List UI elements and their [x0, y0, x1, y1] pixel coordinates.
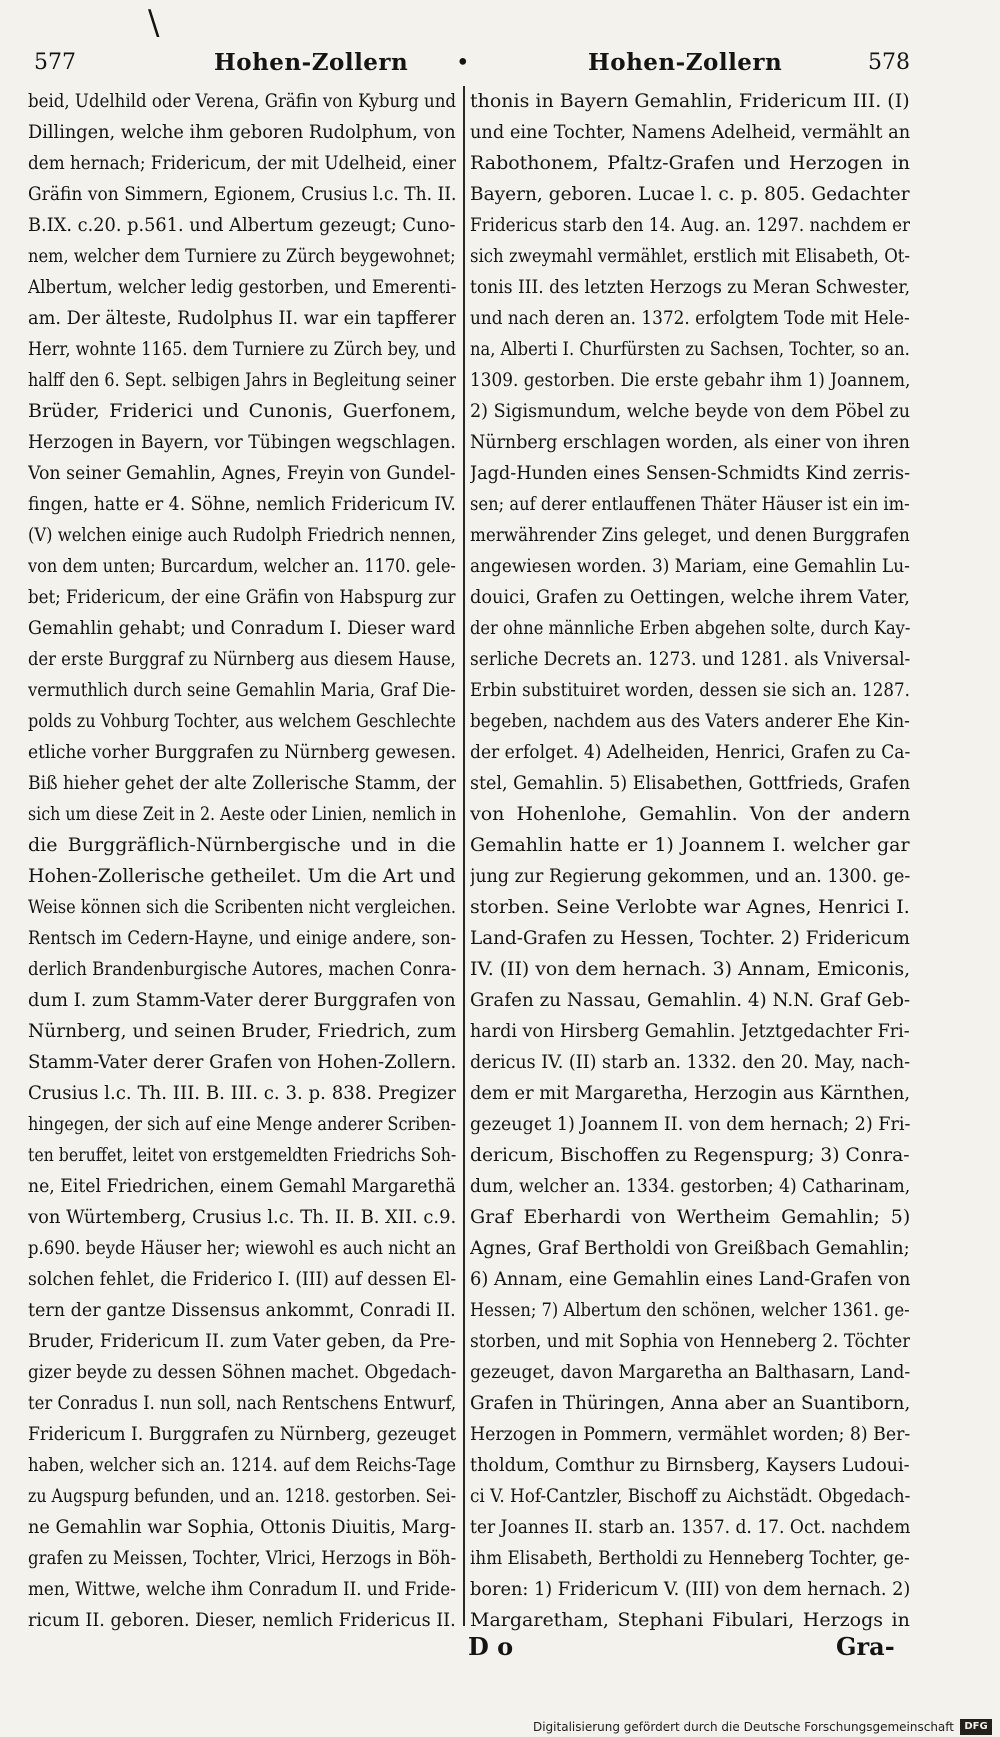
left-column-line: vermuthlich durch seine Gemahlin Maria, Graf Die-: [28, 679, 456, 701]
left-column-line: Fridericum I. Burggrafen zu Nürnberg, gezeuget: [28, 1423, 456, 1445]
left-column-line: die Burggräflich-Nürnbergische und in die: [28, 834, 456, 856]
right-column-line: der erfolget. 4) Adelheiden, Henrici, Grafen zu Ca-: [470, 741, 910, 763]
right-column-line: dum, welcher an. 1334. gestorben; 4) Catharinam,: [470, 1175, 910, 1197]
left-column-line: Weise können sich die Scribenten nicht vergleichen.: [28, 896, 456, 918]
right-column-line: Gemahlin hatte er 1) Joannem I. welcher gar: [470, 834, 910, 856]
right-column-line: Herzogen in Pommern, vermählet worden; 8) Ber-: [470, 1423, 910, 1445]
left-column-line: (V) welchen einige auch Rudolph Friedrich nennen,: [28, 524, 456, 546]
left-column-line: Stamm-Vater derer Grafen von Hohen-Zollern.: [28, 1051, 456, 1073]
right-column-line: Grafen zu Nassau, Gemahlin. 4) N.N. Graf Geb-: [470, 989, 910, 1011]
left-column-line: Hohen-Zollerische getheilet. Um die Art und: [28, 865, 456, 887]
left-column-line: gizer beyde zu dessen Söhnen machet. Obgedach-: [28, 1361, 456, 1383]
left-column-line: sich um diese Zeit in 2. Aeste oder Linien, nemlich in: [28, 803, 456, 825]
right-column-line: thonis in Bayern Gemahlin, Fridericum III. (I): [470, 90, 910, 112]
left-column-line: Biß hieher gehet der alte Zollerische Stamm, der: [28, 772, 456, 794]
right-text-column: [470, 86, 910, 1634]
right-column-line: angewiesen worden. 3) Mariam, eine Gemahlin Lu-: [470, 555, 910, 577]
right-column-line: sich zweymahl vermählet, erstlich mit Elisabeth, Ot-: [470, 245, 910, 267]
left-column-line: ter Conradus I. nun soll, nach Rentschens Entwurf,: [28, 1392, 456, 1414]
right-column-line: Grafen in Thüringen, Anna aber an Suantiborn,: [470, 1392, 910, 1414]
right-column-line: Fridericus starb den 14. Aug. an. 1297. nachdem er: [470, 214, 910, 236]
left-column-line: hingegen, der sich auf eine Menge anderer Scriben-: [28, 1113, 456, 1135]
right-column-line: der ohne männliche Erben abgehen solte, durch Kay-: [470, 617, 910, 639]
right-column-line: und nach deren an. 1372. erfolgtem Tode mit Hele-: [470, 307, 910, 329]
right-column-line: 2) Sigismundum, welche beyde von dem Pöbel zu: [470, 400, 910, 422]
right-column-line: na, Alberti I. Churfürsten zu Sachsen, Tochter, so an.: [470, 338, 910, 360]
right-page-number: 578: [868, 50, 910, 75]
right-column-line: storben, und mit Sophia von Henneberg 2. Töchter: [470, 1330, 910, 1352]
left-column-line: tern der gantze Dissensus ankommt, Conradi II.: [28, 1299, 456, 1321]
right-column-line: Margaretham, Stephani Fibulari, Herzogs in: [470, 1609, 910, 1631]
right-column-line: IV. (II) von dem hernach. 3) Annam, Emiconis,: [470, 958, 910, 980]
right-column-line: dericum, Bischoffen zu Regenspurg; 3) Conra-: [470, 1144, 910, 1166]
left-column-line: Crusius l.c. Th. III. B. III. c. 3. p. 838. Pregizer: [28, 1082, 456, 1104]
right-column-line: jung zur Regierung gekommen, und an. 1300. ge-: [470, 865, 910, 887]
right-running-head: Hohen-Zollern: [588, 49, 783, 76]
left-column-line: derlich Brandenburgische Autores, machen Conra-: [28, 958, 456, 980]
left-column-line: haben, welcher sich an. 1214. auf dem Reichs-Tage: [28, 1454, 456, 1476]
right-column-line: storben. Seine Verlobte war Agnes, Henrici I.: [470, 896, 910, 918]
left-column-line: ten beruffet, leitet von erstgemeldten Friedrichs Soh-: [28, 1144, 456, 1166]
right-column-line: hardi von Hirsberg Gemahlin. Jetztgedachter Fri-: [470, 1020, 910, 1042]
right-column-line: 1309. gestorben. Die erste gebahr ihm 1) Joannem,: [470, 369, 910, 391]
right-column-line: Bayern, geboren. Lucae l. c. p. 805. Gedachter: [470, 183, 910, 205]
left-column-line: Rentsch im Cedern-Hayne, und einige andere, son-: [28, 927, 456, 949]
left-column-line: Bruder, Fridericum II. zum Vater geben, da Pre-: [28, 1330, 456, 1352]
column-divider: [463, 86, 465, 1626]
left-column-line: B.IX. c.20. p.561. und Albertum gezeugt; Cuno-: [28, 214, 456, 236]
right-column-line: 6) Annam, eine Gemahlin eines Land-Grafen von: [470, 1268, 910, 1290]
left-running-head: Hohen-Zollern: [214, 49, 409, 76]
left-text-column: [28, 86, 456, 1634]
left-column-line: Albertum, welcher ledig gestorben, und Emerenti-: [28, 276, 456, 298]
right-column-line: gezeuget, davon Margaretha an Balthasarn, Land-: [470, 1361, 910, 1383]
right-column-line: Agnes, Graf Bertholdi von Greißbach Gemahlin;: [470, 1237, 910, 1259]
right-column-line: Erbin substituiret worden, dessen sie sich an. 1287.: [470, 679, 910, 701]
left-column-line: Brüder, Friderici und Cunonis, Guerfonem,: [28, 400, 456, 422]
margin-mark: \: [148, 3, 160, 43]
left-column-line: Gräfin von Simmern, Egionem, Crusius l.c. Th. II.: [28, 183, 456, 205]
dfg-logo: DFG: [960, 1719, 992, 1735]
right-column-line: dem er mit Margaretha, Herzogin aus Kärnthen,: [470, 1082, 910, 1104]
left-page-number: 577: [34, 50, 76, 75]
digitization-credit: Digitalisierung gefördert durch die Deutsche Forschungsgemeinschaft: [532, 1720, 954, 1734]
left-column-line: Dillingen, welche ihm geboren Rudolphum, von: [28, 121, 456, 143]
left-column-line: zu Augspurg befunden, und an. 1218. gestorben. Sei-: [28, 1485, 456, 1507]
left-column-line: dem hernach; Fridericum, der mit Udelheid, einer: [28, 152, 456, 174]
right-column-line: stel, Gemahlin. 5) Elisabethen, Gottfrieds, Grafen: [470, 772, 910, 794]
signature-mark: D o: [468, 1632, 514, 1661]
right-column-line: boren: 1) Fridericum V. (III) von dem hernach. 2): [470, 1578, 910, 1600]
right-column-line: douici, Grafen zu Oettingen, welche ihrem Vater,: [470, 586, 910, 608]
left-column-line: bet; Fridericum, der eine Gräfin von Habspurg zur: [28, 586, 456, 608]
left-column-line: ne, Eitel Friedrichen, einem Gemahl Margarethä: [28, 1175, 456, 1197]
catchword: Gra-: [836, 1632, 895, 1661]
left-column-line: ricum II. geboren. Dieser, nemlich Fridericus II.: [28, 1609, 456, 1631]
left-column-line: am. Der älteste, Rudolphus II. war ein tapfferer: [28, 307, 456, 329]
left-column-line: etliche vorher Burggrafen zu Nürnberg gewesen.: [28, 741, 456, 763]
right-column-line: ihm Elisabeth, Bertholdi zu Henneberg Tochter, ge-: [470, 1547, 910, 1569]
left-column-line: Von seiner Gemahlin, Agnes, Freyin von Gundel-: [28, 462, 456, 484]
left-column-line: beid, Udelhild oder Verena, Gräfin von Kyburg und: [28, 90, 456, 112]
right-column-line: serliche Decrets an. 1273. und 1281. als Vniversal-: [470, 648, 910, 670]
left-column-line: der erste Burggraf zu Nürnberg aus diesem Hause,: [28, 648, 456, 670]
right-column-line: begeben, nachdem aus des Vaters anderer Ehe Kin-: [470, 710, 910, 732]
right-column-line: tholdum, Comthur zu Birnsberg, Kaysers Ludoui-: [470, 1454, 910, 1476]
left-column-line: p.690. beyde Häuser her; wiewohl es auch nicht an: [28, 1237, 456, 1259]
right-column-line: ter Joannes II. starb an. 1357. d. 17. Oct. nachdem: [470, 1516, 910, 1538]
left-column-line: halff den 6. Sept. selbigen Jahrs in Begleitung seiner: [28, 369, 456, 391]
right-column-line: Graf Eberhardi von Wertheim Gemahlin; 5): [470, 1206, 910, 1228]
left-column-line: Herr, wohnte 1165. dem Turniere zu Zürch bey, und: [28, 338, 456, 360]
left-column-line: ne Gemahlin war Sophia, Ottonis Diuitis, Marg-: [28, 1516, 456, 1538]
right-column-line: merwährender Zins geleget, und denen Burggrafen: [470, 524, 910, 546]
left-column-line: solchen fehlet, die Friderico I. (III) auf dessen El-: [28, 1268, 456, 1290]
left-column-line: von dem unten; Burcardum, welcher an. 1170. gele-: [28, 555, 456, 577]
right-column-line: Rabothonem, Pfaltz-Grafen und Herzogen in: [470, 152, 910, 174]
left-column-line: men, Wittwe, welche ihm Conradum II. und Fride-: [28, 1578, 456, 1600]
right-column-line: sen; auf derer entlauffenen Thäter Häuser ist ein im-: [470, 493, 910, 515]
right-column-line: dericus IV. (II) starb an. 1332. den 20. May, nach-: [470, 1051, 910, 1073]
left-column-line: fingen, hatte er 4. Söhne, nemlich Fridericum IV.: [28, 493, 456, 515]
right-column-line: ci V. Hof-Cantzler, Bischoff zu Aichstädt. Obgedach-: [470, 1485, 910, 1507]
left-column-line: von Würtemberg, Crusius l.c. Th. II. B. XII. c.9.: [28, 1206, 456, 1228]
right-column-line: gezeuget 1) Joannem II. von dem hernach; 2) Fri-: [470, 1113, 910, 1135]
left-column-line: Herzogen in Bayern, vor Tübingen wegschlagen.: [28, 431, 456, 453]
right-column-line: Jagd-Hunden eines Sensen-Schmidts Kind zerris-: [470, 462, 910, 484]
left-column-line: dum I. zum Stamm-Vater derer Burggrafen von: [28, 989, 456, 1011]
left-column-line: Nürnberg, und seinen Bruder, Friedrich, zum: [28, 1020, 456, 1042]
right-column-line: von Hohenlohe, Gemahlin. Von der andern: [470, 803, 910, 825]
right-column-line: Nürnberg erschlagen worden, als einer von ihren: [470, 431, 910, 453]
left-column-line: Gemahlin gehabt; und Conradum I. Dieser ward: [28, 617, 456, 639]
right-column-line: und eine Tochter, Namens Adelheid, vermählt an: [470, 121, 910, 143]
left-column-line: nem, welcher dem Turniere zu Zürch beygewohnet;: [28, 245, 456, 267]
right-column-line: Hessen; 7) Albertum den schönen, welcher 1361. ge-: [470, 1299, 910, 1321]
left-column-line: grafen zu Meissen, Tochter, Vlrici, Herzogs in Böh-: [28, 1547, 456, 1569]
center-mark: •: [456, 50, 470, 76]
left-column-line: polds zu Vohburg Tochter, aus welchem Geschlechte: [28, 710, 456, 732]
right-column-line: tonis III. des letzten Herzogs zu Meran Schwester,: [470, 276, 910, 298]
right-column-line: Land-Grafen zu Hessen, Tochter. 2) Fridericum: [470, 927, 910, 949]
